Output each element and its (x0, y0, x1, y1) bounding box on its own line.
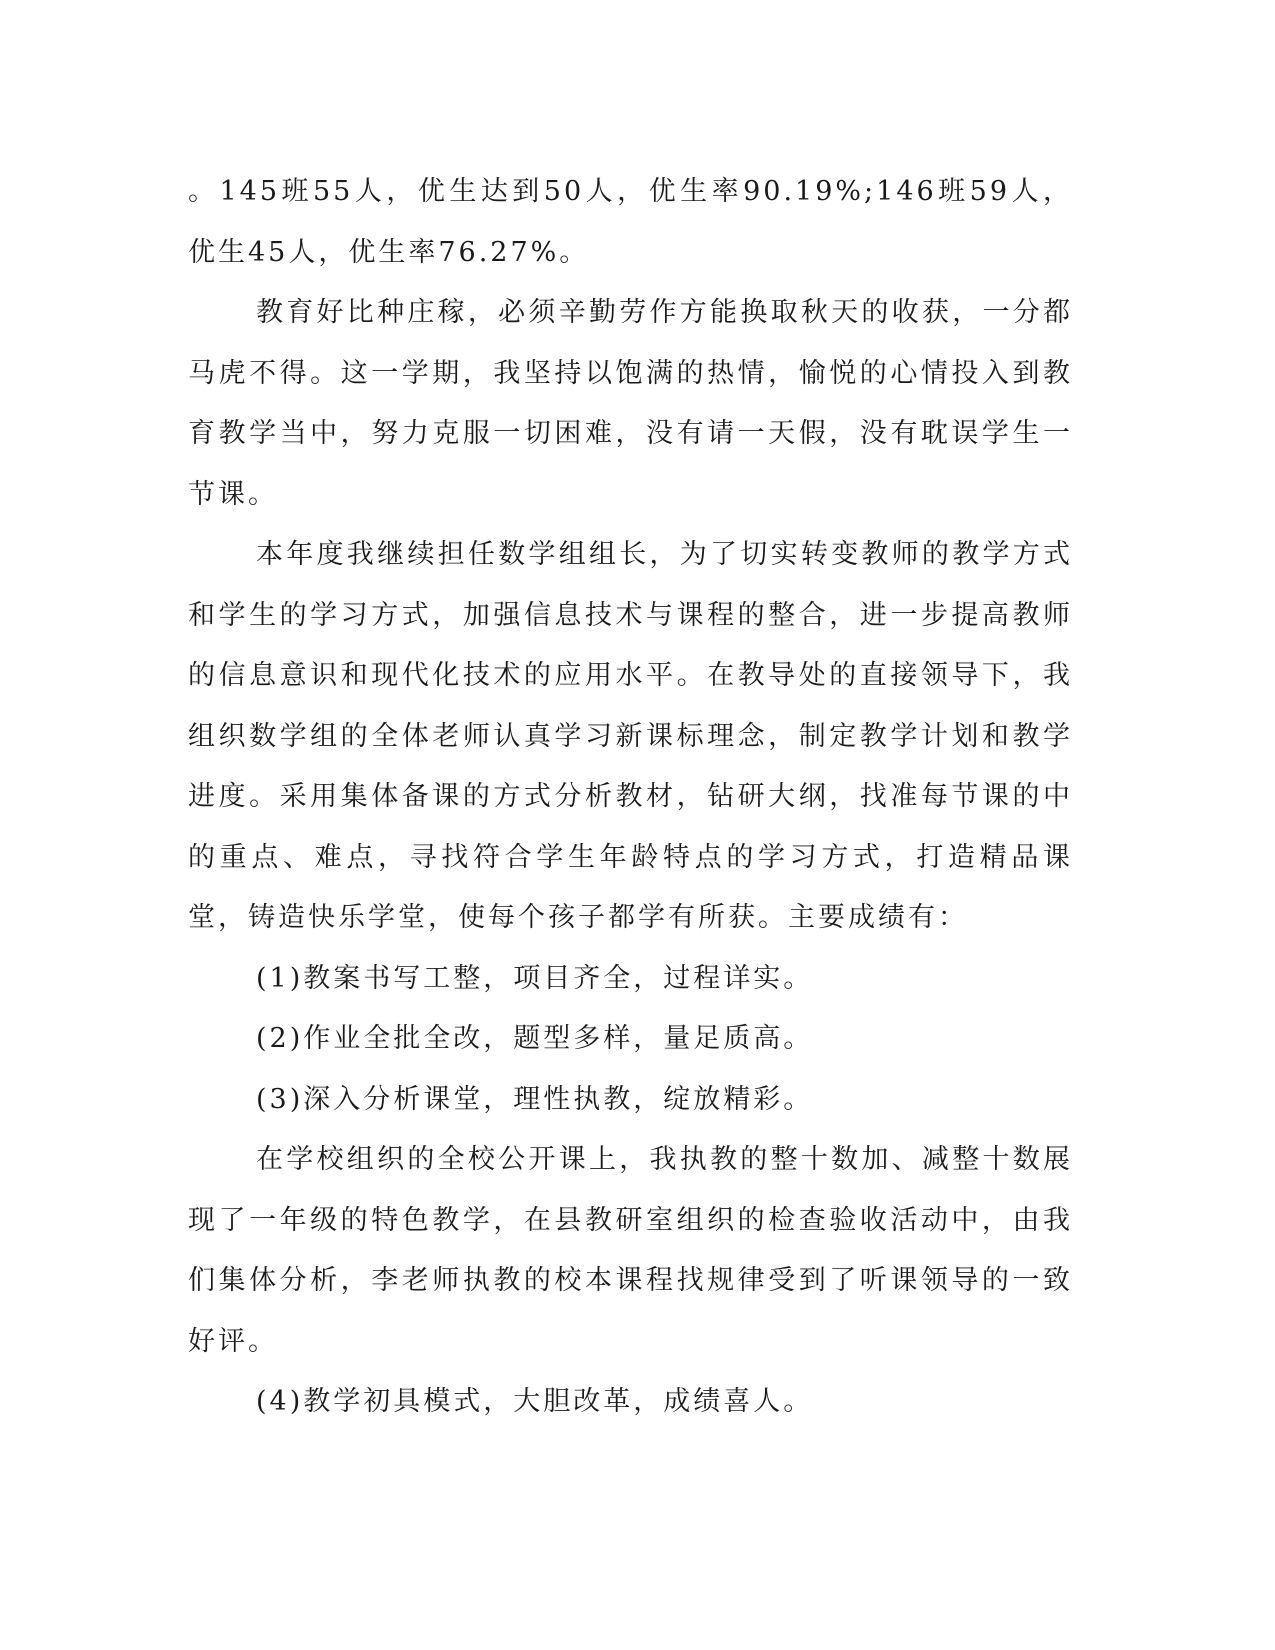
paragraph-open-class: 在学校组织的全校公开课上，我执教的整十数加、减整十数展现了一年级的特色教学，在县教研室组织的检查验收活动中，由我们集体分析，李老师执教的校本课程找规律受到了听课领导的一致好评。 (188, 1144, 1073, 1357)
list-item-classroom-analysis: (3)深入分析课堂，理性执教，绽放精彩。 (256, 1083, 814, 1115)
paragraph-class-results: 。145班55人，优生达到50人，优生率90.19%;146班59人，优生45人，优生率76.27%。 (188, 176, 1073, 268)
paragraph-teaching-attitude: 教育好比种庄稼，必须辛勤劳作方能换取秋天的收获，一分都马虎不得。这一学期，我坚持以饱满的热情，愉悦的心情投入到教育教学当中，努力克服一切困难，没有请一天假，没有耽误学生一节课。 (188, 297, 1073, 510)
list-item-lesson-plans: (1)教案书写工整，项目齐全，过程详实。 (256, 962, 814, 994)
document-body (188, 162, 1073, 1433)
list-item-homework: (2)作业全批全改，题型多样，量足质高。 (256, 1023, 814, 1054)
paragraph-math-group-leader: 本年度我继续担任数学组组长，为了切实转变教师的教学方式和学生的学习方式，加强信息技术与课程的整合，进一步提高教师的信息意识和现代化技术的应用水平。在教导处的直接领导下，我组织数学组的全体老师认真学习新课标理念，制定教学计划和教学进度。采用集体备课的方式分析教材，钻研大纲，找准每节课的中的重点、难点，寻找符合学生年龄特点的学习方式，打造精品课堂，铸造快乐学堂，使每个孩子都学有所获。主要成绩有： (188, 539, 1073, 933)
list-item-teaching-reform: (4)教学初具模式，大胆改革，成绩喜人。 (256, 1386, 814, 1417)
